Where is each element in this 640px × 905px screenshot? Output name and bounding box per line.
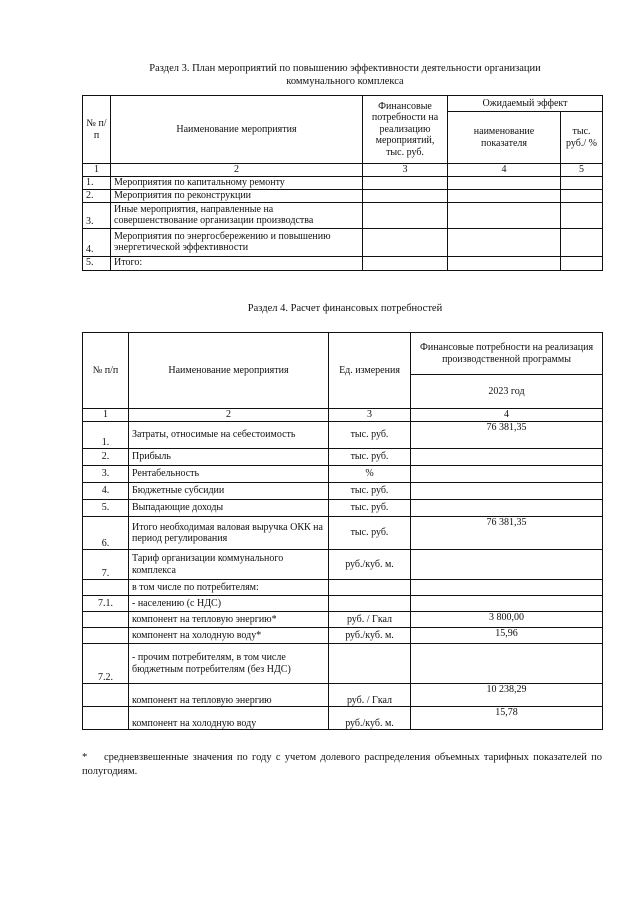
- row-num: 7.: [83, 550, 129, 580]
- row-name: компонент на тепловую энергию*: [129, 612, 329, 628]
- row-num: 4.: [83, 228, 111, 256]
- empty-cell: [329, 596, 411, 612]
- s4-header-year: 2023 год: [411, 375, 603, 409]
- s3-colnum: 4: [448, 164, 561, 177]
- row-value: [411, 449, 603, 466]
- s3-header-num: № п/п: [83, 96, 111, 164]
- section3-table: [82, 95, 603, 271]
- row-name: - прочим потребителям, в том числе бюджетным потребителям (без НДС): [129, 644, 329, 684]
- table-row: [83, 707, 603, 730]
- empty-cell: [448, 228, 561, 256]
- s3-header-name: Наименование мероприятия: [111, 96, 363, 164]
- row-name: Затраты, относимые на себестоимость: [129, 422, 329, 449]
- row-name: Итого необходимая валовая выручка ОКК на период регулирования: [129, 517, 329, 550]
- table-row: [83, 189, 603, 202]
- row-unit: руб./куб. м.: [329, 707, 411, 730]
- s4-header-unit: Ед. измерения: [329, 333, 411, 409]
- row-unit: тыс. руб.: [329, 449, 411, 466]
- empty-cell: [448, 202, 561, 228]
- empty-cell: [83, 612, 129, 628]
- row-name: - населению (с НДС): [129, 596, 329, 612]
- empty-cell: [561, 228, 603, 256]
- row-value: 15,78: [411, 707, 603, 730]
- row-unit: тыс. руб.: [329, 517, 411, 550]
- row-unit: %: [329, 466, 411, 483]
- row-value: 76 381,35: [411, 422, 603, 449]
- empty-cell: [83, 628, 129, 644]
- row-name: компонент на холодную воду*: [129, 628, 329, 644]
- row-value: 15,96: [411, 628, 603, 644]
- s4-colnum: 3: [329, 409, 411, 422]
- s3-colnum: 2: [111, 164, 363, 177]
- row-num: 3.: [83, 202, 111, 228]
- row-name: Мероприятия по капитальному ремонту: [111, 176, 363, 189]
- section3-title-line2: коммунального комплекса: [286, 76, 404, 87]
- table-row: [83, 176, 603, 189]
- table-row: [83, 202, 603, 228]
- row-num: 1.: [83, 176, 111, 189]
- table-row: [83, 466, 603, 483]
- empty-cell: [411, 580, 603, 596]
- row-unit: руб./куб. м.: [329, 628, 411, 644]
- row-name: Тариф организации коммунального комплекса: [129, 550, 329, 580]
- row-name: Мероприятия по энергосбережению и повышению энергетической эффективности: [111, 228, 363, 256]
- table-row: [83, 256, 603, 270]
- empty-cell: [329, 644, 411, 684]
- empty-cell: [83, 707, 129, 730]
- footnote-marker: *: [82, 752, 88, 763]
- empty-cell: [448, 256, 561, 270]
- table-row: [83, 500, 603, 517]
- s4-colnum: 4: [411, 409, 603, 422]
- row-name: Выпадающие доходы: [129, 500, 329, 517]
- empty-cell: [561, 256, 603, 270]
- footnote: [82, 751, 602, 779]
- section4-table: [82, 332, 603, 730]
- table-row: [83, 580, 603, 596]
- empty-cell: [363, 202, 448, 228]
- s3-colnum: 3: [363, 164, 448, 177]
- table-row: [83, 684, 603, 707]
- row-unit: тыс. руб.: [329, 483, 411, 500]
- table-row: [83, 628, 603, 644]
- s3-header-indicator: наименование показателя: [448, 112, 561, 164]
- row-value: [411, 466, 603, 483]
- empty-cell: [363, 256, 448, 270]
- row-value: [411, 483, 603, 500]
- section3-title-line1: Раздел 3. План мероприятий по повышению эффективности деятельности организации: [149, 63, 541, 74]
- empty-cell: [561, 176, 603, 189]
- footnote-text: средневзвешенные значения по году с учетом долевого распределения объемных тарифных показателей по полугодиям.: [82, 752, 602, 777]
- table-row: [83, 483, 603, 500]
- row-value: 10 238,29: [411, 684, 603, 707]
- empty-cell: [561, 189, 603, 202]
- empty-cell: [83, 684, 129, 707]
- table-row: [83, 550, 603, 580]
- row-num: 7.1.: [83, 596, 129, 612]
- row-name: Рентабельность: [129, 466, 329, 483]
- row-name: в том числе по потребителям:: [129, 580, 329, 596]
- row-num: 2.: [83, 449, 129, 466]
- s3-header-unit: тыс. руб./ %: [561, 112, 603, 164]
- s4-colnum: 2: [129, 409, 329, 422]
- empty-cell: [561, 202, 603, 228]
- row-value: [411, 500, 603, 517]
- row-name: компонент на тепловую энергию: [129, 684, 329, 707]
- s3-colnum: 5: [561, 164, 603, 177]
- row-unit: тыс. руб.: [329, 500, 411, 517]
- empty-cell: [329, 580, 411, 596]
- empty-cell: [411, 596, 603, 612]
- table-row: [83, 517, 603, 550]
- table-row: [83, 228, 603, 256]
- empty-cell: [363, 176, 448, 189]
- row-unit: руб./куб. м.: [329, 550, 411, 580]
- row-name: Прибыль: [129, 449, 329, 466]
- section3-title: [80, 62, 610, 88]
- s4-header-num: № п/п: [83, 333, 129, 409]
- row-num: 3.: [83, 466, 129, 483]
- row-unit: руб. / Гкал: [329, 684, 411, 707]
- row-name: Мероприятия по реконструкции: [111, 189, 363, 202]
- row-num: 6.: [83, 517, 129, 550]
- s4-header-name: Наименование мероприятия: [129, 333, 329, 409]
- row-name: компонент на холодную воду: [129, 707, 329, 730]
- row-num: 7.2.: [83, 644, 129, 684]
- s4-header-finance: Финансовые потребности на реализация производственной программы: [411, 333, 603, 375]
- empty-cell: [363, 189, 448, 202]
- s3-header-finance: Финансовые потребности на реализацию мероприятий, тыс. руб.: [363, 96, 448, 164]
- row-name: Итого:: [111, 256, 363, 270]
- section4-title: Раздел 4. Расчет финансовых потребностей: [247, 303, 443, 314]
- table-row: [83, 449, 603, 466]
- s3-colnum: 1: [83, 164, 111, 177]
- row-unit: руб. / Гкал: [329, 612, 411, 628]
- s4-colnum: 1: [83, 409, 129, 422]
- empty-cell: [363, 228, 448, 256]
- table-row: [83, 596, 603, 612]
- row-num: 5.: [83, 500, 129, 517]
- empty-cell: [411, 644, 603, 684]
- table-row: [83, 612, 603, 628]
- row-name: Бюджетные субсидии: [129, 483, 329, 500]
- row-num: 4.: [83, 483, 129, 500]
- row-name: Иные мероприятия, направленные на совершенствование организации производства: [111, 202, 363, 228]
- s3-header-effect: Ожидаемый эффект: [448, 96, 603, 112]
- row-num: 2.: [83, 189, 111, 202]
- table-row: [83, 644, 603, 684]
- row-value: [411, 550, 603, 580]
- row-num: 1.: [83, 422, 129, 449]
- table-row: [83, 422, 603, 449]
- row-value: 76 381,35: [411, 517, 603, 550]
- empty-cell: [448, 176, 561, 189]
- row-value: 3 800,00: [411, 612, 603, 628]
- empty-cell: [448, 189, 561, 202]
- row-unit: тыс. руб.: [329, 422, 411, 449]
- empty-cell: [83, 580, 129, 596]
- row-num: 5.: [83, 256, 111, 270]
